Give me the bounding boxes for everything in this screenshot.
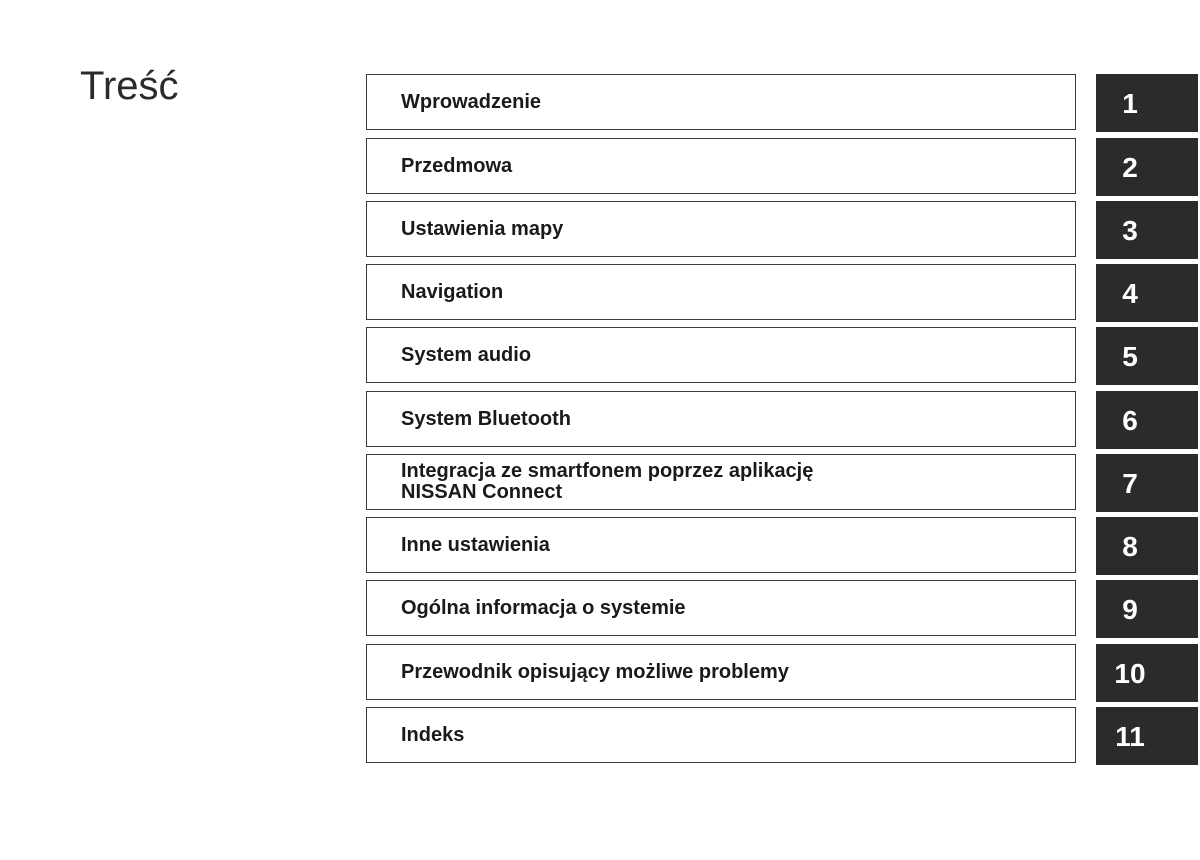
- toc-entry-label[interactable]: System Bluetooth: [401, 407, 572, 430]
- toc-row-7[interactable]: [366, 454, 1198, 512]
- toc-entry-box[interactable]: [366, 264, 1076, 320]
- toc-entry-label[interactable]: Inne ustawienia: [401, 533, 550, 556]
- toc-entry-label[interactable]: Ogólna informacja o systemie: [401, 596, 686, 619]
- toc-row-8[interactable]: [366, 517, 1198, 575]
- toc-entry-label[interactable]: Integracja ze smartfonem poprzez aplikację NISSAN Connect: [401, 460, 814, 503]
- toc-row-10[interactable]: [366, 644, 1198, 702]
- toc-entry-box[interactable]: [366, 391, 1076, 447]
- toc-entry-label[interactable]: Wprowadzenie: [401, 90, 542, 113]
- toc-row-2[interactable]: [366, 138, 1198, 196]
- toc-entry-box[interactable]: [366, 138, 1076, 194]
- toc-row-9[interactable]: [366, 580, 1198, 638]
- chapter-tab[interactable]: [1096, 644, 1198, 702]
- chapter-tab[interactable]: [1096, 454, 1198, 512]
- chapter-tab[interactable]: [1096, 264, 1198, 322]
- chapter-number: 5: [1122, 341, 1138, 372]
- chapter-tab[interactable]: [1096, 517, 1198, 575]
- toc-entry-label[interactable]: Przedmowa: [401, 154, 513, 177]
- toc-entry-label[interactable]: System audio: [401, 343, 532, 366]
- page-title: Treść: [80, 64, 179, 108]
- toc-entry-box[interactable]: [366, 201, 1076, 257]
- chapter-tab[interactable]: [1096, 327, 1198, 385]
- toc-row-5[interactable]: [366, 327, 1198, 385]
- toc-entry-box[interactable]: [366, 74, 1076, 130]
- toc-row-4[interactable]: [366, 264, 1198, 322]
- toc-row-1[interactable]: [366, 74, 1198, 132]
- toc-entry-box[interactable]: [366, 580, 1076, 636]
- toc-entry-box[interactable]: [366, 517, 1076, 573]
- toc-row-3[interactable]: [366, 201, 1198, 259]
- toc-entry-box[interactable]: [366, 644, 1076, 700]
- chapter-tab[interactable]: [1096, 391, 1198, 449]
- chapter-number: 4: [1122, 278, 1138, 309]
- chapter-number: 10: [1114, 658, 1146, 689]
- chapter-number: 2: [1122, 152, 1138, 183]
- toc-entry-box[interactable]: [366, 454, 1076, 510]
- chapter-tab[interactable]: [1096, 580, 1198, 638]
- chapter-number: 8: [1122, 531, 1138, 562]
- chapter-number: 11: [1115, 721, 1145, 752]
- toc-entry-label[interactable]: Przewodnik opisujący możliwe problemy: [401, 660, 789, 683]
- chapter-tab[interactable]: [1096, 138, 1198, 196]
- chapter-tab[interactable]: [1096, 707, 1198, 765]
- chapter-number: 3: [1122, 215, 1138, 246]
- toc-row-11[interactable]: [366, 707, 1198, 765]
- chapter-number: 7: [1122, 468, 1138, 499]
- toc-entry-box[interactable]: [366, 327, 1076, 383]
- toc-entry-box[interactable]: [366, 707, 1076, 763]
- toc-row-6[interactable]: [366, 391, 1198, 449]
- chapter-number: 9: [1122, 594, 1138, 625]
- chapter-tab[interactable]: [1096, 201, 1198, 259]
- toc-entry-label[interactable]: Ustawienia mapy: [401, 217, 564, 240]
- chapter-number: 1: [1122, 88, 1138, 119]
- chapter-number: 6: [1122, 405, 1138, 436]
- toc-entry-label[interactable]: Indeks: [401, 723, 465, 746]
- toc-entry-label[interactable]: Navigation: [401, 280, 504, 303]
- chapter-tab[interactable]: [1096, 74, 1198, 132]
